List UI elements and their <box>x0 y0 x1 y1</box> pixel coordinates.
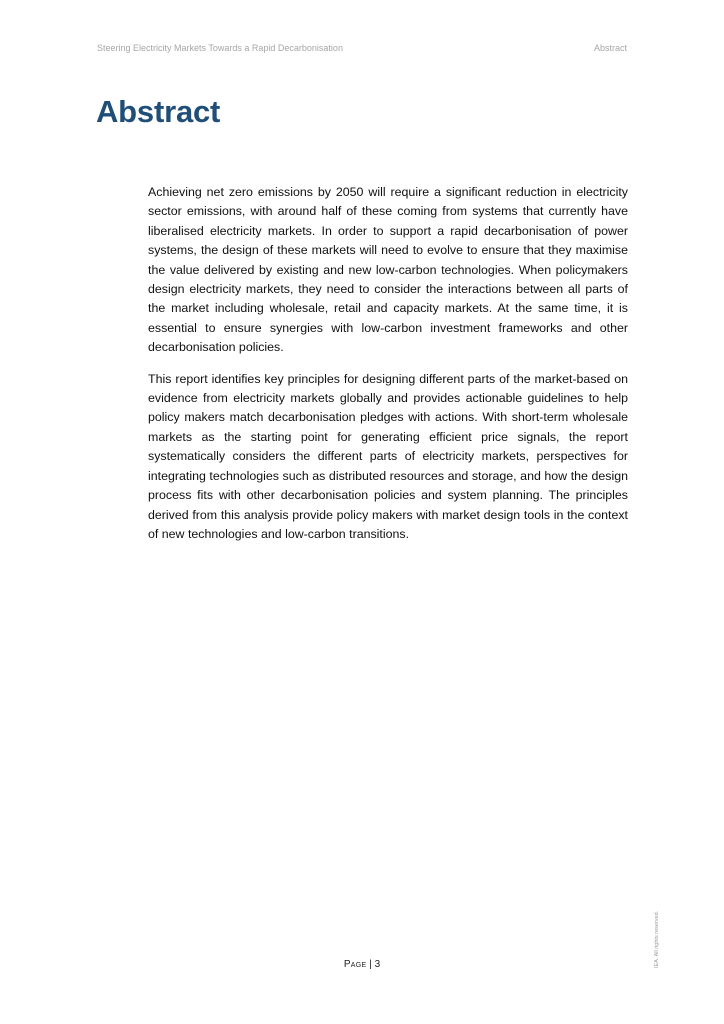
running-header-section: Abstract <box>593 43 627 53</box>
page-number: 3 <box>374 959 381 970</box>
page-label: Page <box>343 959 367 970</box>
abstract-paragraph-1: Achieving net zero emissions by 2050 will require a significant reduction in electricity sector emissions, with around half of these coming from systems that currently have liberalised electricity markets. In order to support a rapid decarbonisation of power systems, the design of these markets will need to evolve to ensure that they maximise the value delivered by existing and new low-carbon technologies. When policymakers design electricity markets, they need to consider the interactions between all parts of the market including wholesale, retail and capacity markets. At the same time, it is essential to ensure synergies with low-carbon investment frameworks and other decarbonisation policies. <box>148 185 628 355</box>
page-number-footer <box>0 959 724 970</box>
copyright-notice: IEA. All rights reserved. <box>654 910 660 968</box>
abstract-paragraph-2: This report identifies key principles for designing different parts of the market-based on evidence from electricity markets globally and provides actionable guidelines to help policy makers match decarbonisation pledges with actions. With short-term wholesale markets as the starting point for generating efficient price signals, the report systematically considers the different parts of electricity markets, perspectives for integrating technologies such as distributed resources and storage, and how the design process fits with other decarbonisation policies and system planning. The principles derived from this analysis provide policy makers with market design tools in the context of new technologies and low-carbon transitions. <box>148 371 628 541</box>
page-title: Abstract <box>96 94 221 129</box>
running-header-report-title: Steering Electricity Markets Towards a Rapid Decarbonisation <box>97 43 343 53</box>
page-separator: | <box>366 959 375 970</box>
abstract-body <box>148 183 628 556</box>
